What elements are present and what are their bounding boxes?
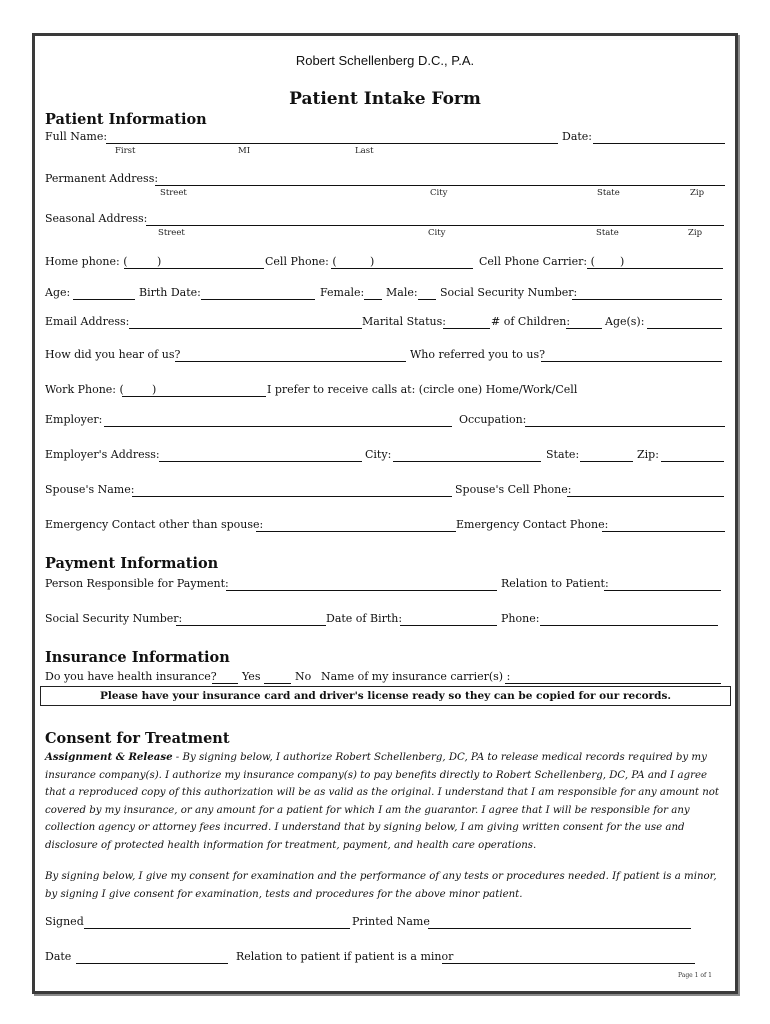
home-phone-label: Home phone: ( bbox=[45, 255, 128, 268]
permanent-address-label: Permanent Address: bbox=[45, 172, 159, 185]
sub-street-2: Street bbox=[158, 228, 185, 238]
insurance-no-field[interactable] bbox=[264, 683, 291, 684]
age-field[interactable] bbox=[73, 299, 135, 300]
payment-ssn-field[interactable] bbox=[176, 625, 326, 626]
permanent-address-field[interactable] bbox=[155, 185, 725, 186]
zip-label: Zip: bbox=[637, 448, 659, 461]
exam-consent-paragraph: By signing below, I give my consent for examination and the performance of any tests or procedures needed. If patient is a minor, by signing I give consent for examination, tests and procedures for the above minor patient. bbox=[45, 871, 717, 900]
carrier-label: Name of my insurance carrier(s) : bbox=[321, 670, 511, 683]
state-label: State: bbox=[546, 448, 580, 461]
relation-minor-field[interactable] bbox=[442, 963, 695, 964]
sub-city-2: City bbox=[428, 228, 446, 238]
emergency-phone-field[interactable] bbox=[602, 531, 725, 532]
cell-carrier-field[interactable] bbox=[587, 268, 723, 269]
sub-zip-2: Zip bbox=[688, 228, 703, 238]
date-label: Date: bbox=[562, 130, 593, 143]
call-preference-label: I prefer to receive calls at: (circle one) Home/Work/Cell bbox=[267, 383, 578, 396]
payment-phone-label: Phone: bbox=[501, 612, 540, 625]
relation-field[interactable] bbox=[604, 590, 721, 591]
patient-information-heading: Patient Information bbox=[45, 111, 207, 128]
employer-address-label: Employer's Address: bbox=[45, 448, 160, 461]
work-phone-label: Work Phone: ( bbox=[45, 383, 124, 396]
cell-phone-field[interactable] bbox=[331, 268, 473, 269]
payment-dob-field[interactable] bbox=[400, 625, 497, 626]
state-field[interactable] bbox=[580, 461, 633, 462]
sub-city: City bbox=[430, 188, 448, 198]
payment-dob-label: Date of Birth: bbox=[326, 612, 403, 625]
payment-information-heading: Payment Information bbox=[45, 555, 219, 572]
signed-label: Signed bbox=[45, 915, 84, 928]
cell-phone-label: Cell Phone: ( bbox=[265, 255, 337, 268]
consent-date-field[interactable] bbox=[76, 963, 228, 964]
email-field[interactable] bbox=[129, 328, 362, 329]
hear-field[interactable] bbox=[175, 361, 406, 362]
responsible-field[interactable] bbox=[226, 590, 497, 591]
birth-date-field[interactable] bbox=[201, 299, 315, 300]
zip-field[interactable] bbox=[661, 461, 724, 462]
referred-label: Who referred you to us? bbox=[410, 348, 546, 361]
assignment-release-title: Assignment & Release bbox=[45, 751, 173, 763]
relation-label: Relation to Patient: bbox=[501, 577, 609, 590]
insurance-card-notice: Please have your insurance card and driver's license ready so they can be copied for our records. bbox=[40, 686, 731, 706]
cell-carrier-label: Cell Phone Carrier: ( bbox=[479, 255, 595, 268]
payment-phone-field[interactable] bbox=[540, 625, 718, 626]
relation-minor-label: Relation to patient if patient is a minor bbox=[236, 950, 454, 963]
work-phone-field[interactable] bbox=[122, 396, 266, 397]
spouse-cell-field[interactable] bbox=[567, 496, 724, 497]
ssn-label: Social Security Number: bbox=[440, 286, 578, 299]
form-title: Patient Intake Form bbox=[289, 89, 481, 109]
emergency-contact-label: Emergency Contact other than spouse: bbox=[45, 518, 264, 531]
insurance-information-heading: Insurance Information bbox=[45, 649, 230, 666]
home-phone-close-paren: ) bbox=[157, 255, 162, 268]
clinic-name: Robert Schellenberg D.C., P.A. bbox=[295, 53, 475, 68]
spouse-name-label: Spouse's Name: bbox=[45, 483, 135, 496]
seasonal-address-field[interactable] bbox=[146, 225, 724, 226]
seasonal-address-label: Seasonal Address: bbox=[45, 212, 148, 225]
sub-state: State bbox=[597, 188, 620, 198]
male-label: Male: bbox=[386, 286, 418, 299]
ages-label: Age(s): bbox=[605, 315, 645, 328]
insurance-yes-label: Yes bbox=[242, 670, 261, 683]
spouse-cell-label: Spouse's Cell Phone: bbox=[455, 483, 572, 496]
spouse-name-field[interactable] bbox=[132, 496, 452, 497]
hear-label: How did you hear of us? bbox=[45, 348, 181, 361]
children-label: # of Children: bbox=[491, 315, 571, 328]
sub-zip: Zip bbox=[690, 188, 705, 198]
occupation-field[interactable] bbox=[525, 426, 725, 427]
employer-label: Employer: bbox=[45, 413, 103, 426]
assignment-release-text: - By signing below, I authorize Robert Schellenberg, DC, PA to release medical records required by my insurance company(s). I authorize my insurance company(s) to pay benefits directly to Robert Schellenberg, DC, PA and I agree that a reproduced copy of this authorization will be as valid as the original. I understand that I am responsible for any amount not covered by my insurance, or any amount for a patient for which I am the guarantor. I agree that I will be responsible for any collection agency or attorney fees incurred. I understand that by signing below, I am giving written consent for the use and disclosure of protected health information for treatment, payment, and health care operations. bbox=[45, 752, 720, 851]
consent-date-label: Date bbox=[45, 950, 72, 963]
insurance-no-label: No bbox=[295, 670, 312, 683]
ssn-field[interactable] bbox=[572, 299, 722, 300]
full-name-label: Full Name: bbox=[45, 130, 108, 143]
referred-field[interactable] bbox=[541, 361, 722, 362]
marital-status-field[interactable] bbox=[443, 328, 490, 329]
female-label: Female: bbox=[320, 286, 365, 299]
home-phone-field[interactable] bbox=[124, 268, 264, 269]
date-field[interactable] bbox=[593, 143, 725, 144]
age-label: Age: bbox=[45, 286, 71, 299]
sub-mi: MI bbox=[238, 146, 251, 156]
occupation-label: Occupation: bbox=[459, 413, 527, 426]
sub-state-2: State bbox=[596, 228, 619, 238]
signature-field[interactable] bbox=[84, 928, 350, 929]
emergency-phone-label: Emergency Contact Phone: bbox=[456, 518, 609, 531]
full-name-field[interactable] bbox=[106, 143, 558, 144]
cell-phone-close-paren: ) bbox=[370, 255, 375, 268]
female-field[interactable] bbox=[364, 299, 382, 300]
children-field[interactable] bbox=[566, 328, 602, 329]
ages-field[interactable] bbox=[647, 328, 722, 329]
payment-ssn-label: Social Security Number: bbox=[45, 612, 183, 625]
emergency-contact-field[interactable] bbox=[256, 531, 456, 532]
work-phone-close-paren: ) bbox=[152, 383, 157, 396]
employer-field[interactable] bbox=[104, 426, 452, 427]
sub-street: Street bbox=[160, 188, 187, 198]
birth-date-label: Birth Date: bbox=[139, 286, 201, 299]
printed-name-label: Printed Name bbox=[352, 915, 430, 928]
cell-carrier-close-paren: ) bbox=[620, 255, 625, 268]
email-label: Email Address: bbox=[45, 315, 130, 328]
responsible-label: Person Responsible for Payment: bbox=[45, 577, 229, 590]
consent-heading: Consent for Treatment bbox=[45, 730, 230, 747]
sub-first: First bbox=[115, 146, 136, 156]
assignment-release-paragraph bbox=[45, 749, 727, 855]
city-label: City: bbox=[365, 448, 392, 461]
sub-last: Last bbox=[355, 146, 374, 156]
insurance-yes-field[interactable] bbox=[212, 683, 238, 684]
male-field[interactable] bbox=[418, 299, 436, 300]
employer-address-field[interactable] bbox=[159, 461, 362, 462]
have-insurance-label: Do you have health insurance? bbox=[45, 670, 217, 683]
carrier-field[interactable] bbox=[505, 683, 721, 684]
city-field[interactable] bbox=[393, 461, 541, 462]
printed-name-field[interactable] bbox=[428, 928, 691, 929]
page-number: Page 1 of 1 bbox=[678, 972, 712, 979]
marital-status-label: Marital Status: bbox=[362, 315, 446, 328]
